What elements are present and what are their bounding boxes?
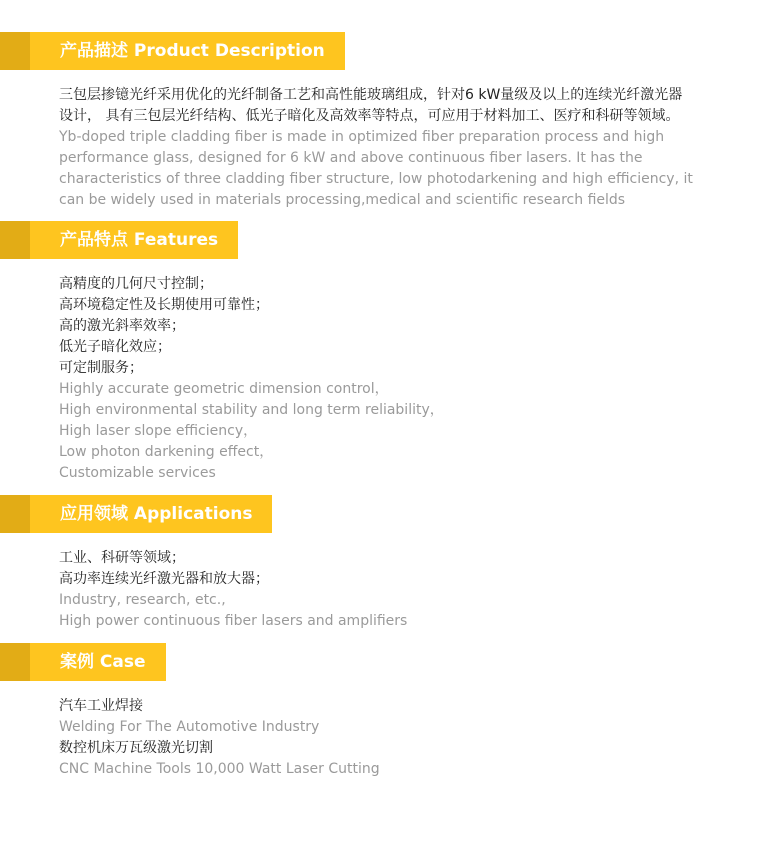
section-banner — [0, 643, 765, 681]
section-case — [0, 643, 765, 681]
banner-accent — [0, 495, 30, 533]
case-list — [59, 696, 719, 780]
section-features — [0, 221, 765, 259]
description-en-line: characteristics of three cladding fiber structure, low photodarkening and high efficiency, it — [59, 171, 693, 187]
feature-en-item: Customizable services — [59, 465, 216, 481]
section-title: 产品描述 Product Description — [30, 32, 345, 70]
features-list — [59, 274, 719, 484]
description-cn-line: 设计， 具有三包层光纤结构、低光子暗化及高效率等特点，可应用于材料加工、医疗和科研等领域。 — [59, 108, 680, 124]
banner-accent — [0, 32, 30, 70]
section-applications — [0, 495, 765, 533]
section-banner — [0, 221, 765, 259]
section-title: 应用领域 Applications — [30, 495, 272, 533]
section-banner — [0, 495, 765, 533]
section-title: 产品特点 Features — [30, 221, 238, 259]
application-en-item: Industry, research, etc., — [59, 592, 226, 608]
feature-cn-item: 高环境稳定性及长期使用可靠性； — [59, 297, 269, 313]
feature-en-item: Highly accurate geometric dimension control， — [59, 381, 389, 397]
banner-accent — [0, 643, 30, 681]
case-en-item: Welding For The Automotive Industry — [59, 719, 320, 735]
description-en-line: Yb-doped triple cladding fiber is made in optimized fiber preparation process and high — [59, 129, 665, 145]
feature-en-item: High environmental stability and long term reliability， — [59, 402, 444, 418]
application-cn-item: 高功率连续光纤激光器和放大器； — [59, 571, 269, 587]
feature-cn-item: 低光子暗化效应； — [59, 339, 171, 355]
description-en-line: performance glass, designed for 6 kW and above continuous fiber lasers. It has the — [59, 150, 643, 166]
applications-list — [59, 548, 719, 632]
case-cn-item: 汽车工业焊接 — [59, 698, 143, 714]
feature-cn-item: 高的激光斜率效率； — [59, 318, 185, 334]
section-banner — [0, 32, 765, 70]
case-cn-item: 数控机床万瓦级激光切割 — [59, 740, 213, 756]
description-text — [59, 85, 719, 211]
description-en-line: can be widely used in materials processing,medical and scientific research fields — [59, 192, 626, 208]
feature-cn-item: 高精度的几何尺寸控制； — [59, 276, 213, 292]
section-title: 案例 Case — [30, 643, 166, 681]
description-cn-line: 三包层掺镱光纤采用优化的光纤制备工艺和高性能玻璃组成，针对6 kW量级及以上的连续光纤激光器 — [59, 87, 683, 103]
feature-en-item: Low photon darkening effect， — [59, 444, 274, 460]
feature-cn-item: 可定制服务； — [59, 360, 143, 376]
section-product-description — [0, 32, 765, 70]
banner-accent — [0, 221, 30, 259]
feature-en-item: High laser slope efficiency， — [59, 423, 258, 439]
application-en-item: High power continuous fiber lasers and amplifiers — [59, 613, 408, 629]
case-en-item: CNC Machine Tools 10,000 Watt Laser Cutting — [59, 761, 380, 777]
application-cn-item: 工业、科研等领域； — [59, 550, 185, 566]
